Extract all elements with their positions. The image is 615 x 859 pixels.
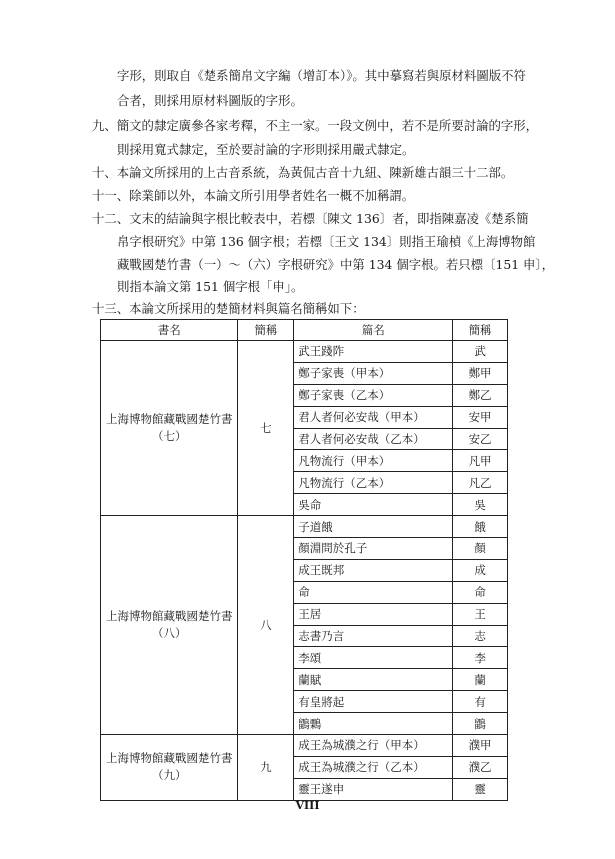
chapter-abbr-cell: 成 xyxy=(453,559,508,581)
chapter-title-cell: 鄭子家喪（乙本） xyxy=(294,384,453,406)
chapter-abbr-cell: 有 xyxy=(453,691,508,713)
paragraph-line: 合者，則採用原材料圖版的字形。 xyxy=(117,93,303,108)
chapter-abbr-cell: 安乙 xyxy=(453,428,508,450)
paragraph-line: 十三、本論文所採用的楚簡材料與篇名簡稱如下： xyxy=(92,301,365,316)
paragraph-line: 帛字根研究》中第 136 個字根；若標〔王文 134〕則指王瑜楨《上海博物館 xyxy=(117,234,536,249)
paragraph-line: 藏戰國楚竹書（一）～（六）字根研究》中第 134 個字根。若只標〔151 申〕， xyxy=(117,257,555,272)
chapter-abbr-cell: 鄭甲 xyxy=(453,362,508,384)
chapter-title-cell: 君人者何必安哉（乙本） xyxy=(294,428,453,450)
chapter-title-cell: 君人者何必安哉（甲本） xyxy=(294,406,453,428)
paragraph-line: 則採用寬式隸定，至於要討論的字形則採用嚴式隸定。 xyxy=(117,142,415,157)
chapter-abbr-cell: 命 xyxy=(453,581,508,603)
chapter-abbr-cell: 餓 xyxy=(453,516,508,538)
chapter-abbr-cell: 靈 xyxy=(453,778,508,800)
chapter-abbr-cell: 凡甲 xyxy=(453,450,508,472)
table-row xyxy=(101,516,508,538)
header-book-title: 書名 xyxy=(101,320,238,341)
chapter-title-cell: 王居 xyxy=(294,603,453,625)
chapter-abbr-cell: 志 xyxy=(453,625,508,647)
table-header-row xyxy=(101,320,508,341)
chapter-title-cell: 武王踐阼 xyxy=(294,341,453,363)
chapter-abbr-cell: 鄭乙 xyxy=(453,384,508,406)
paragraph-line: 十一、除業師以外，本論文所引用學者姓名一概不加稱謂。 xyxy=(92,188,415,203)
chapter-title-cell: 子道餓 xyxy=(294,516,453,538)
paragraph-line: 字形，則取自《楚系簡帛文字編（增訂本）》。其中摹寫若與原材料圖版不符 xyxy=(117,68,526,83)
chapter-abbr-cell: 凡乙 xyxy=(453,472,508,494)
chapter-title-cell: 蘭賦 xyxy=(294,669,453,691)
book-abbr-cell: 八 xyxy=(238,516,294,735)
header-chapter-abbr: 簡稱 xyxy=(453,320,508,341)
chapter-title-cell: 凡物流行（乙本） xyxy=(294,472,453,494)
book-title-cell: 上海博物館藏戰國楚竹書（八） xyxy=(101,516,238,735)
chapter-title-cell: 成王為城濮之行（甲本） xyxy=(294,735,453,757)
page-number: VIII xyxy=(295,799,320,812)
chapter-abbr-cell: 吳 xyxy=(453,494,508,516)
header-chapter-title: 篇名 xyxy=(294,320,453,341)
chapter-abbr-cell: 李 xyxy=(453,647,508,669)
chapter-abbr-cell: 蘭 xyxy=(453,669,508,691)
chapter-title-cell: 鶹鷅 xyxy=(294,713,453,735)
materials-table xyxy=(100,319,508,801)
chapter-abbr-cell: 濮乙 xyxy=(453,756,508,778)
chapter-title-cell: 凡物流行（甲本） xyxy=(294,450,453,472)
book-title-cell: 上海博物館藏戰國楚竹書（七） xyxy=(101,341,238,516)
chapter-abbr-cell: 顏 xyxy=(453,538,508,560)
chapter-title-cell: 志書乃言 xyxy=(294,625,453,647)
table-row xyxy=(101,341,508,363)
paragraph-line: 則指本論文第 151 個字根「申」。 xyxy=(117,279,304,294)
chapter-abbr-cell: 濮甲 xyxy=(453,735,508,757)
paragraph-line: 九、簡文的隸定廣參各家考釋，不主一家。一段文例中，若不是所要討論的字形， xyxy=(92,118,539,133)
chapter-abbr-cell: 安甲 xyxy=(453,406,508,428)
header-book-abbr: 簡稱 xyxy=(238,320,294,341)
book-abbr-cell: 九 xyxy=(238,735,294,801)
chapter-abbr-cell: 王 xyxy=(453,603,508,625)
chapter-title-cell: 成王既邦 xyxy=(294,559,453,581)
paragraph-line: 十二、文末的結論與字根比較表中，若標〔陳文 136〕者，即指陳嘉凌《楚系簡 xyxy=(92,211,529,226)
book-abbr-cell: 七 xyxy=(238,341,294,516)
chapter-abbr-cell: 武 xyxy=(453,341,508,363)
chapter-title-cell: 李頌 xyxy=(294,647,453,669)
paragraph-line: 十、本論文所採用的上古音系統，為黃侃古音十九紐、陳新雄古韻三十二部。 xyxy=(92,165,514,180)
chapter-title-cell: 吳命 xyxy=(294,494,453,516)
chapter-abbr-cell: 鶹 xyxy=(453,713,508,735)
book-title-cell: 上海博物館藏戰國楚竹書（九） xyxy=(101,735,238,801)
chapter-title-cell: 鄭子家喪（甲本） xyxy=(294,362,453,384)
chapter-title-cell: 成王為城濮之行（乙本） xyxy=(294,756,453,778)
table-row xyxy=(101,735,508,757)
chapter-title-cell: 命 xyxy=(294,581,453,603)
chapter-title-cell: 有皇將起 xyxy=(294,691,453,713)
chapter-title-cell: 顏淵問於孔子 xyxy=(294,538,453,560)
chapter-title-cell: 靈王遂申 xyxy=(294,778,453,800)
